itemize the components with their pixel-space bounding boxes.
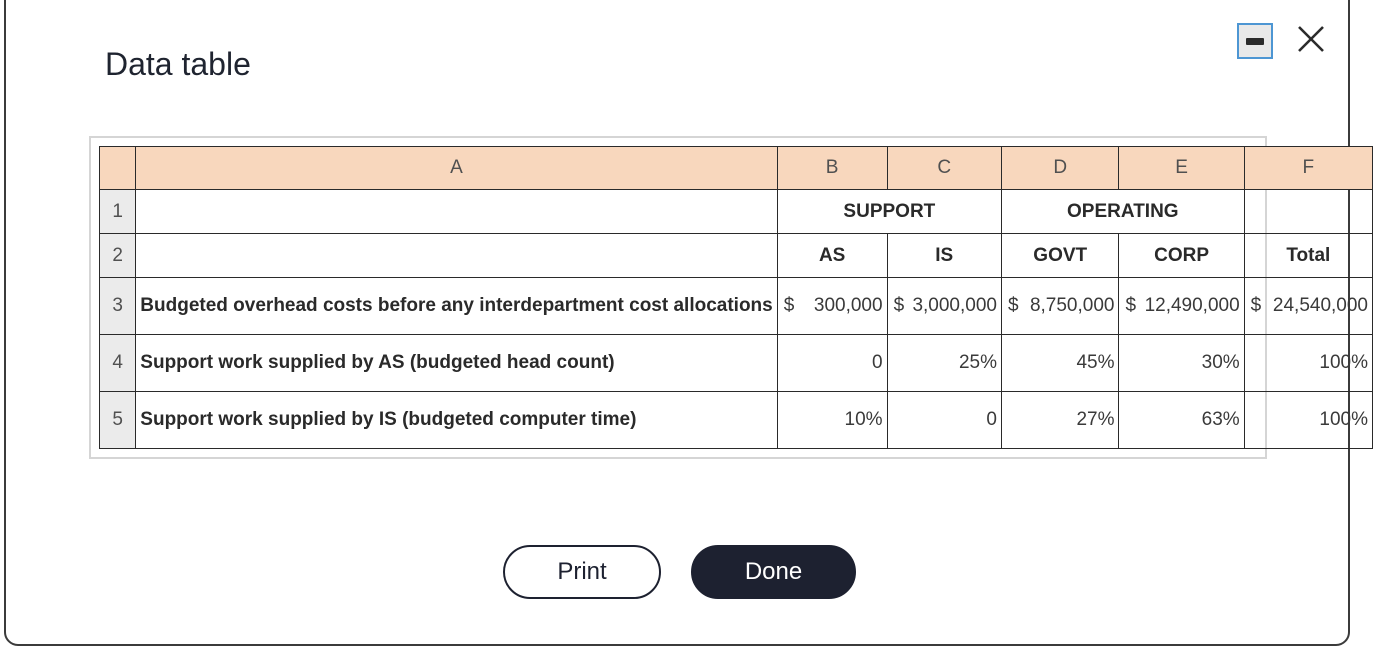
close-button[interactable] [1295, 22, 1327, 56]
is-header: IS [887, 234, 1001, 278]
print-button[interactable]: Print [503, 545, 661, 599]
table-cell [136, 234, 777, 278]
govt-cost-cell [1001, 278, 1119, 335]
currency-symbol: $ [1007, 295, 1019, 316]
row-number: 3 [100, 278, 136, 335]
govt-header: GOVT [1001, 234, 1119, 278]
minimize-icon [1246, 38, 1264, 45]
table-cell: 0 [887, 392, 1001, 449]
currency-symbol: $ [893, 295, 905, 316]
column-header-d: D [1001, 147, 1119, 190]
corp-header: CORP [1119, 234, 1244, 278]
done-button[interactable]: Done [691, 545, 856, 599]
row-label: Support work supplied by IS (budgeted computer time) [136, 392, 777, 449]
table-cell: 100% [1244, 392, 1372, 449]
table-row [100, 335, 1373, 392]
corp-cost-cell [1119, 278, 1244, 335]
column-header-e: E [1119, 147, 1244, 190]
total-header: Total [1244, 234, 1372, 278]
cell-value: 3,000,000 [912, 295, 997, 316]
column-header-f: F [1244, 147, 1372, 190]
operating-group-header: OPERATING [1001, 190, 1244, 234]
support-group-header: SUPPORT [777, 190, 1001, 234]
cell-value: 8,750,000 [1029, 295, 1115, 316]
column-header-b: B [777, 147, 887, 190]
currency-symbol: $ [1250, 295, 1262, 316]
currency-symbol: $ [783, 295, 795, 316]
table-cell: 10% [777, 392, 887, 449]
as-cost-cell [777, 278, 887, 335]
row-number: 5 [100, 392, 136, 449]
table-row [100, 392, 1373, 449]
cell-value: 12,490,000 [1144, 295, 1240, 316]
cell-value: 300,000 [813, 295, 883, 316]
table-cell: 0 [777, 335, 887, 392]
row-number: 2 [100, 234, 136, 278]
as-header: AS [777, 234, 887, 278]
column-header-a: A [136, 147, 777, 190]
table-row [100, 234, 1373, 278]
row-label: Support work supplied by AS (budgeted head count) [136, 335, 777, 392]
close-icon [1295, 22, 1327, 56]
cell-value: 24,540,000 [1272, 295, 1368, 316]
data-table [99, 146, 1373, 449]
table-cell: 45% [1001, 335, 1119, 392]
row-number: 4 [100, 335, 136, 392]
row-label: Budgeted overhead costs before any interdepartment cost allocations [136, 278, 777, 335]
column-header-row [100, 147, 1373, 190]
table-cell: 27% [1001, 392, 1119, 449]
table-cell: 25% [887, 335, 1001, 392]
table-cell: 30% [1119, 335, 1244, 392]
table-cell [136, 190, 777, 234]
column-header-c: C [887, 147, 1001, 190]
total-cost-cell [1244, 278, 1372, 335]
corner-cell [100, 147, 136, 190]
row-number: 1 [100, 190, 136, 234]
dialog-title: Data table [105, 46, 251, 82]
is-cost-cell [887, 278, 1001, 335]
currency-symbol: $ [1125, 295, 1137, 316]
table-cell [1244, 190, 1372, 234]
table-cell: 63% [1119, 392, 1244, 449]
table-cell: 100% [1244, 335, 1372, 392]
table-row [100, 190, 1373, 234]
minimize-button[interactable] [1237, 23, 1273, 59]
table-row [100, 278, 1373, 335]
